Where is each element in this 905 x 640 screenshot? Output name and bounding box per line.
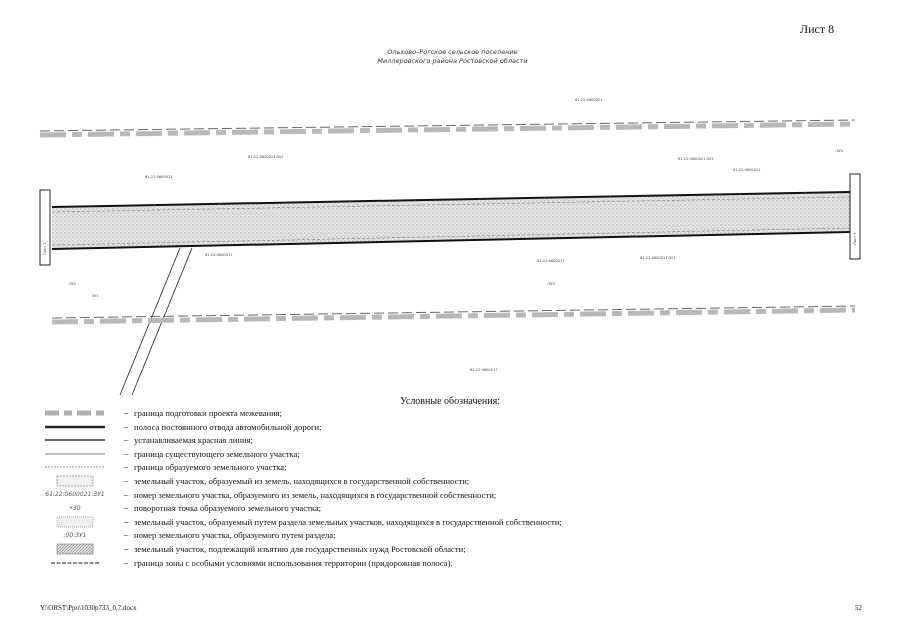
legend-symbol-road-strip	[40, 421, 110, 433]
legend-symbol-red-line	[40, 434, 110, 446]
page-number: 52	[855, 604, 862, 612]
legend-item	[40, 434, 253, 446]
legend-item	[40, 516, 562, 528]
label-zu4: :ЗУ4	[835, 149, 843, 153]
legend-dash: –	[123, 557, 129, 568]
legend-item	[40, 543, 466, 555]
label-zu2: 61:22:0600021:ЗУ2	[248, 155, 284, 159]
legend-item	[40, 461, 286, 473]
legend-symbol-turn-point	[40, 502, 110, 514]
legend-dash: –	[123, 544, 129, 554]
legend-dash: –	[123, 421, 129, 432]
label-bottom-zu2: :ЗУ2	[547, 282, 555, 286]
legend-symbol-division-box	[40, 516, 110, 528]
legend-text: земельный участок, подлежащий изъятию для государственных нужд Ростовской области;	[134, 544, 466, 554]
legend-dash: –	[123, 448, 129, 459]
svg-text:Лист 9: Лист 9	[853, 232, 857, 245]
turn-point-marker	[804, 192, 806, 194]
turn-point-marker	[349, 200, 351, 202]
legend-dash: –	[123, 476, 129, 486]
label-bottom-strip: 61:22:0600017:ЗУ1	[640, 256, 676, 260]
legend-text: граница подготовки проекта межевания;	[134, 408, 283, 418]
legend-dash: –	[123, 489, 129, 500]
legend-item	[40, 557, 453, 569]
turn-point-marker	[414, 199, 416, 201]
right-end-bar	[850, 174, 860, 259]
legend-text: устанавливаемая красная линия;	[134, 435, 253, 446]
legend-item	[40, 529, 335, 541]
legend-item	[40, 502, 321, 514]
legend-title: Условные обозначения:	[400, 396, 501, 407]
turn-point-marker	[154, 204, 156, 206]
label-cadastral: 61:22:0600021	[733, 168, 761, 172]
district-title: Миллеровского района Ростовской области	[377, 57, 528, 65]
turn-point-marker	[89, 205, 91, 207]
legend-text: земельный участок, образуемый путем раздела земельных участков, находящихся в государственной собственности;	[134, 516, 562, 527]
settlement-title: Ольхово–Рогское сельское поселение	[387, 48, 518, 56]
label-top-cadastral: 61:22:0600021	[575, 98, 603, 102]
turn-point-marker	[544, 197, 546, 199]
legend-text: граница зоны с особыми условиями использования территории (придорожная полоса).	[134, 557, 453, 568]
legend-symbol-text: •30	[69, 504, 81, 512]
legend-symbol-text: 61:22:0600021:ЗУ1	[45, 491, 105, 499]
legend-text: номер земельного участка, образуемого путем раздела;	[134, 530, 336, 541]
legend-text: земельный участок, образуемый из земель, находящихся в государственной собственности;	[134, 476, 470, 486]
svg-text:Лист 7: Лист 7	[43, 242, 47, 255]
legend-symbol-text: :00:ЗУ1	[63, 531, 87, 539]
legend-text: граница существующего земельного участка;	[134, 448, 300, 459]
label-zu1-left: 61:22:0600021	[145, 175, 173, 179]
turn-point-marker	[609, 196, 611, 198]
label-crossing: 61:22:0600017	[205, 253, 233, 257]
legend-symbol-number-label	[40, 529, 110, 541]
label-left-zu1: :ЗУ1	[68, 282, 76, 286]
legend-dash: –	[123, 462, 129, 473]
legend-dash: –	[123, 516, 129, 527]
legend-item	[40, 421, 321, 433]
legend-item	[40, 407, 282, 419]
legend-text: полоса постоянного отвода автомобильной дороги;	[134, 421, 322, 432]
label-left-zu: ЗУ1	[92, 294, 99, 298]
legend-item	[40, 448, 300, 460]
legend-dash: –	[123, 503, 129, 514]
legend-symbol-existing-parcel-line	[40, 448, 110, 460]
turn-point-marker	[674, 194, 676, 196]
turn-point-marker	[284, 202, 286, 204]
legend-item	[40, 489, 496, 501]
file-path: Y:\ORST\Ppo\1030p733_0.7.docx	[40, 604, 137, 612]
turn-point-marker	[739, 193, 741, 195]
legend-dash: –	[123, 435, 129, 446]
legend-symbol-number-label	[40, 489, 110, 501]
legend-text: поворотная точка образуемого земельного участка;	[134, 503, 322, 514]
label-zu3: 61:22:0600021:ЗУ3	[678, 157, 714, 161]
turn-point-marker	[219, 203, 221, 205]
legend-dash: –	[123, 530, 129, 541]
legend-symbol-state-land-box	[40, 475, 110, 487]
legend-symbol-roadside-zone	[40, 557, 110, 569]
legend-symbol-boundary-dash	[40, 407, 110, 419]
turn-point-marker	[479, 198, 481, 200]
label-bottom-cadastral: 61:22:0600017	[470, 368, 498, 372]
legend-symbol-new-parcel-line	[40, 461, 110, 473]
legend-dash: –	[123, 408, 129, 418]
legend-text: граница образуемого земельного участка;	[134, 462, 287, 473]
legend-text: номер земельного участка, образуемого из земель, находящихся в государственной собственности;	[134, 489, 497, 500]
legend-symbol-withdrawal-box	[40, 543, 110, 555]
legend-item	[40, 475, 469, 487]
label-bottom-mid: 61:22:0600017	[537, 259, 565, 263]
sheet-number: Лист 8	[800, 22, 835, 36]
